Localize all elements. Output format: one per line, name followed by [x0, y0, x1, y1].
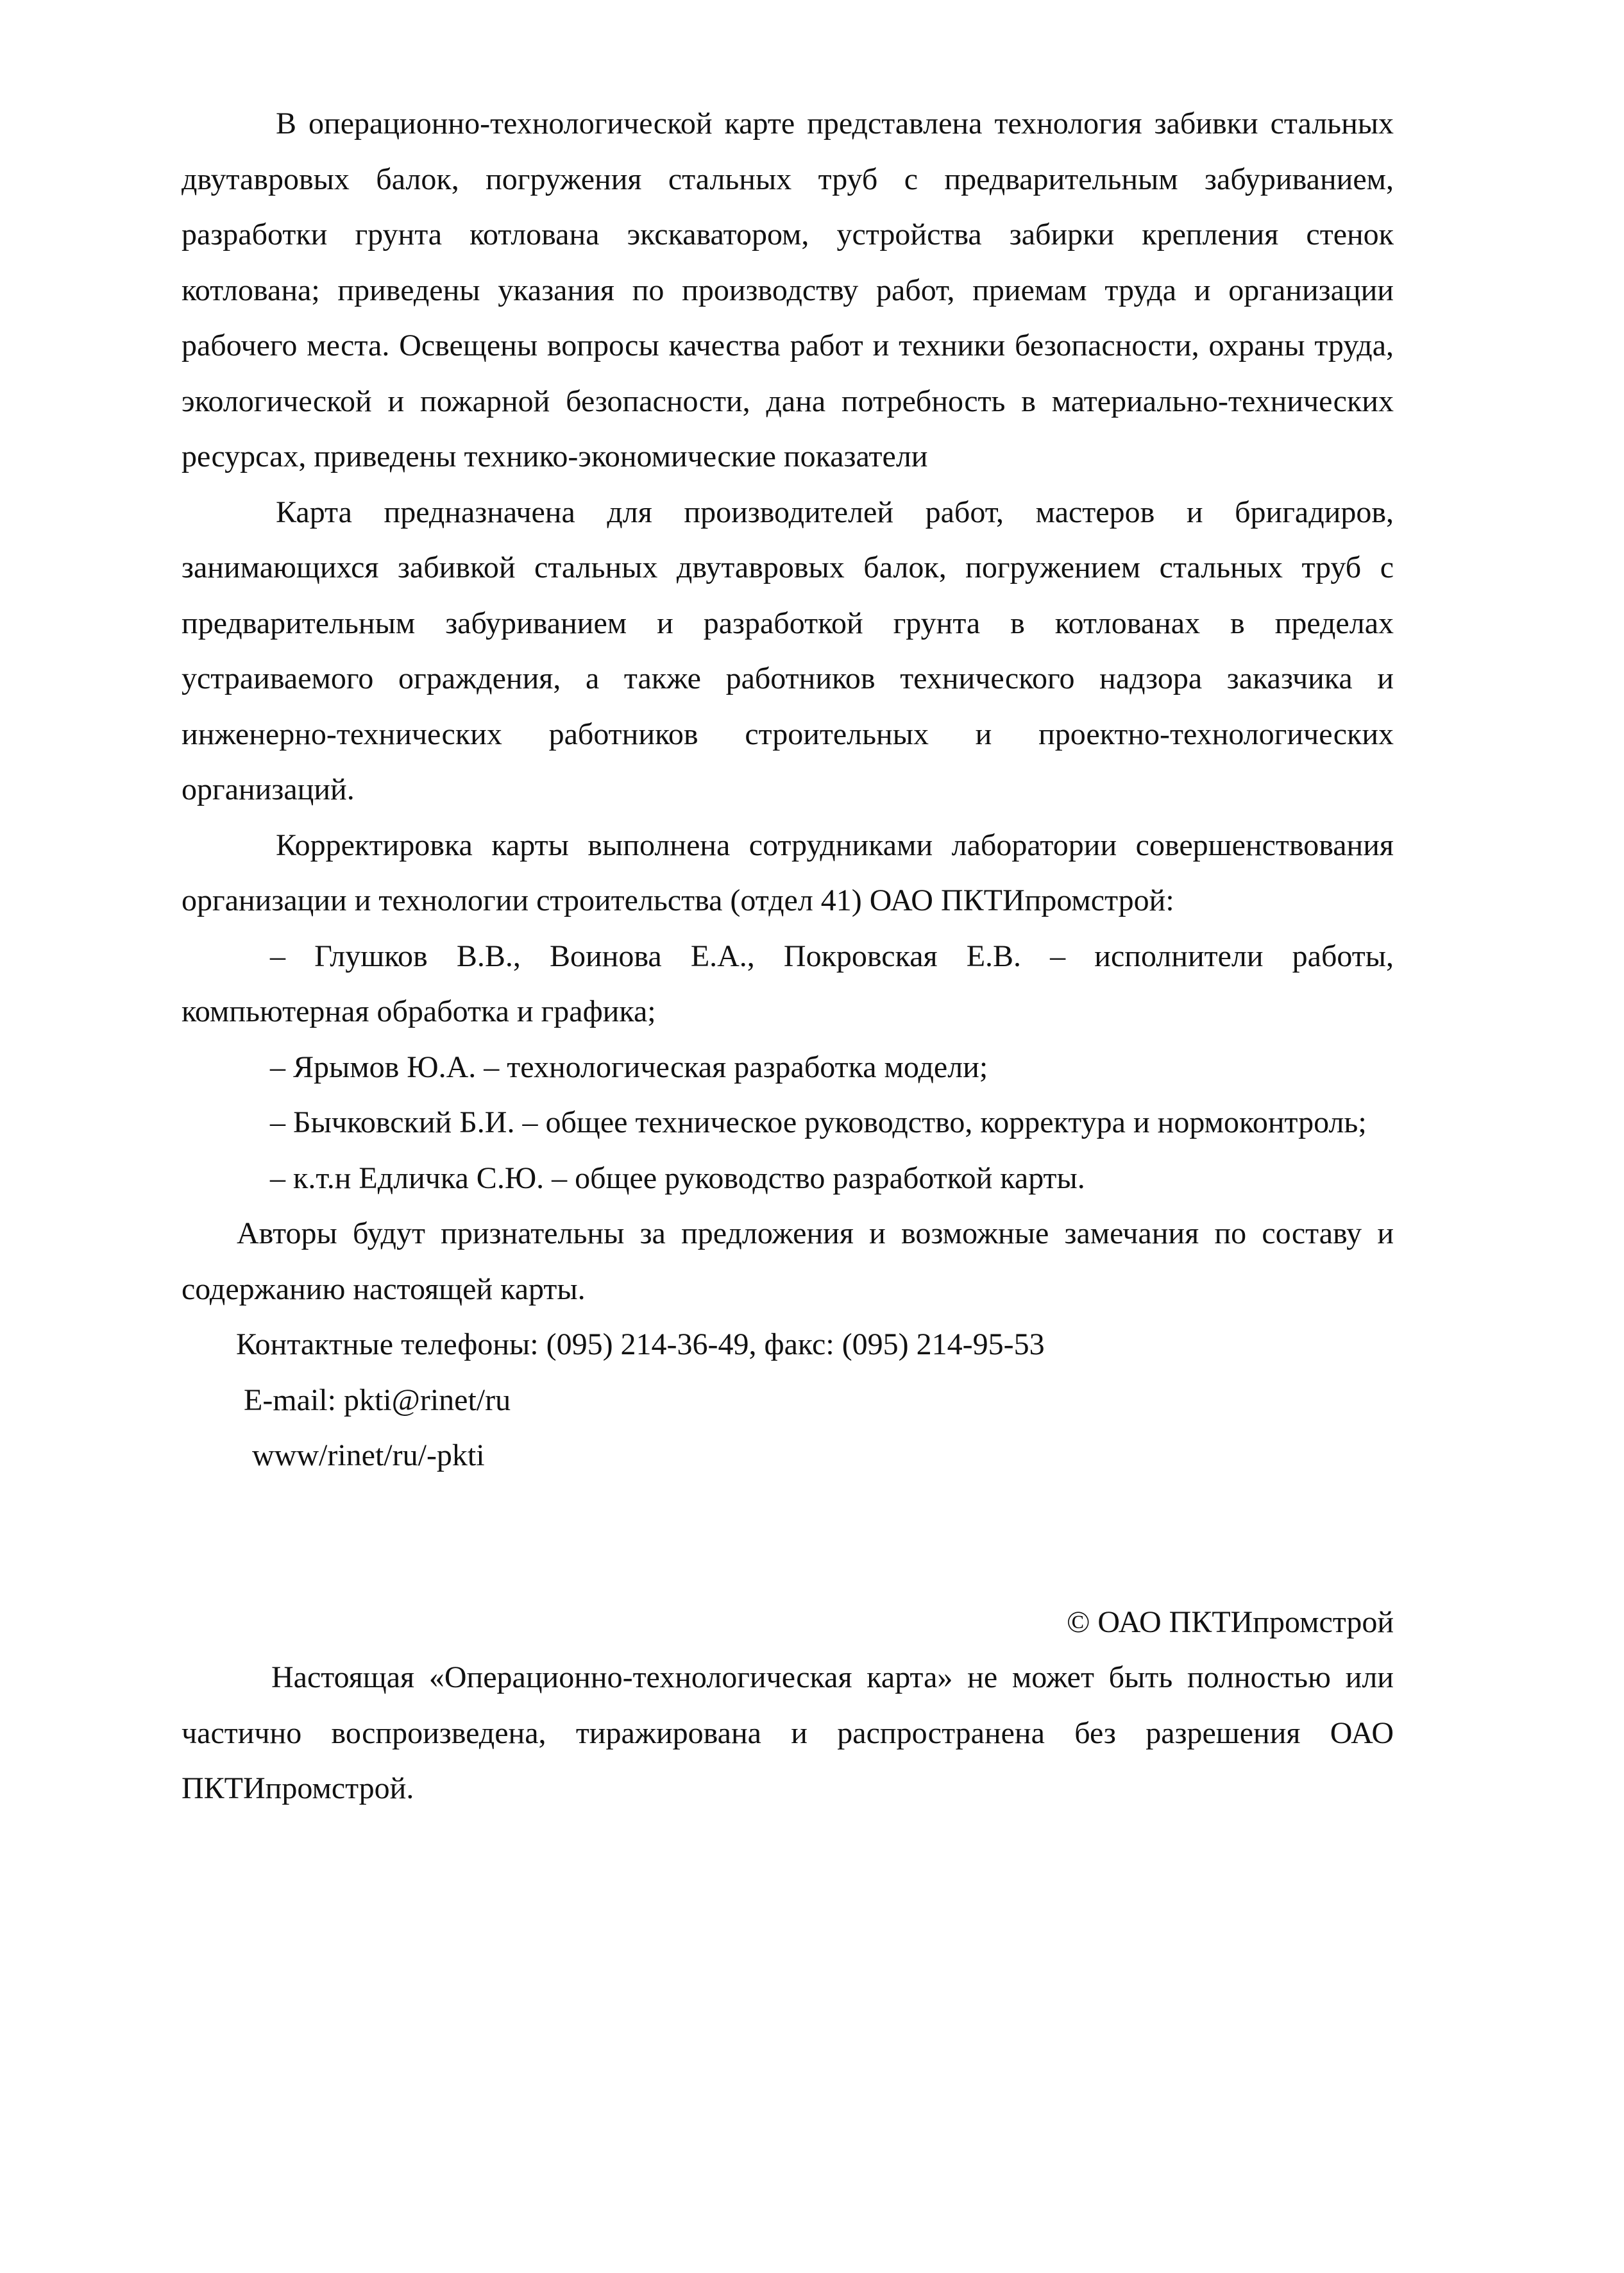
section-spacer [182, 1484, 1394, 1595]
intro-paragraph: В операционно-технологической карте представлена технология забивки стальных двутавровых балок, погружения стальных труб с предварительным забуриванием, разработки грунта котлована экскаватором, устройства забирки крепления стенок котлована; приведены указания по производству работ, приемам труда и организации рабочего места. Освещены вопросы качества работ и техники безопасности, охраны труда, экологической и пожарной безопасности, дана потребность в материально-технических ресурсах, приведены технико-экономические показатели [182, 106, 1394, 473]
contact-email: E-mail: pkti@rinet/ru [244, 1383, 511, 1417]
contributor-line: – Ярымов Ю.А. – технологическая разработка модели; [270, 1050, 988, 1084]
purpose-paragraph: Карта предназначена для производителей работ, мастеров и бригадиров, занимающихся забивкой стальных двутавровых балок, погружением стальных труб с предварительным забуриванием и разработкой грунта в котлованах в пределах устраиваемого ограждения, а также работников технического надзора заказчика и инженерно-технических работников строительных и проектно-технологических организаций. [182, 495, 1394, 806]
revision-paragraph: Корректировка карты выполнена сотрудниками лаборатории совершенствования организации и технологии строительства (отдел 41) ОАО ПКТИпромстрой: [182, 828, 1394, 917]
contributor-line: – к.т.н Едличка С.Ю. – общее руководство разработкой карты. [270, 1161, 1085, 1195]
document-content [182, 96, 1394, 1817]
contact-phones: Контактные телефоны: (095) 214-36-49, факс: (095) 214-95-53 [236, 1327, 1045, 1361]
authors-note: Авторы будут признательны за предложения и возможные замечания по составу и содержанию настоящей карты. [182, 1216, 1394, 1306]
contributor-line: – Глушков В.В., Воинова Е.А., Покровская Е.В. – исполнители работы, компьютерная обработка и графика; [182, 939, 1394, 1028]
contributor-line: – Бычковский Б.И. – общее техническое руководство, корректура и нормоконтроль; [270, 1105, 1367, 1139]
contact-website: www/rinet/ru/-pkti [252, 1438, 485, 1472]
copyright-notice: © ОАО ПКТИпромстрой [1066, 1605, 1394, 1639]
reproduction-notice: Настоящая «Операционно-технологическая карта» не может быть полностью или частично воспроизведена, тиражирована и распространена без разрешения ОАО ПКТИпромстрой. [182, 1660, 1394, 1805]
